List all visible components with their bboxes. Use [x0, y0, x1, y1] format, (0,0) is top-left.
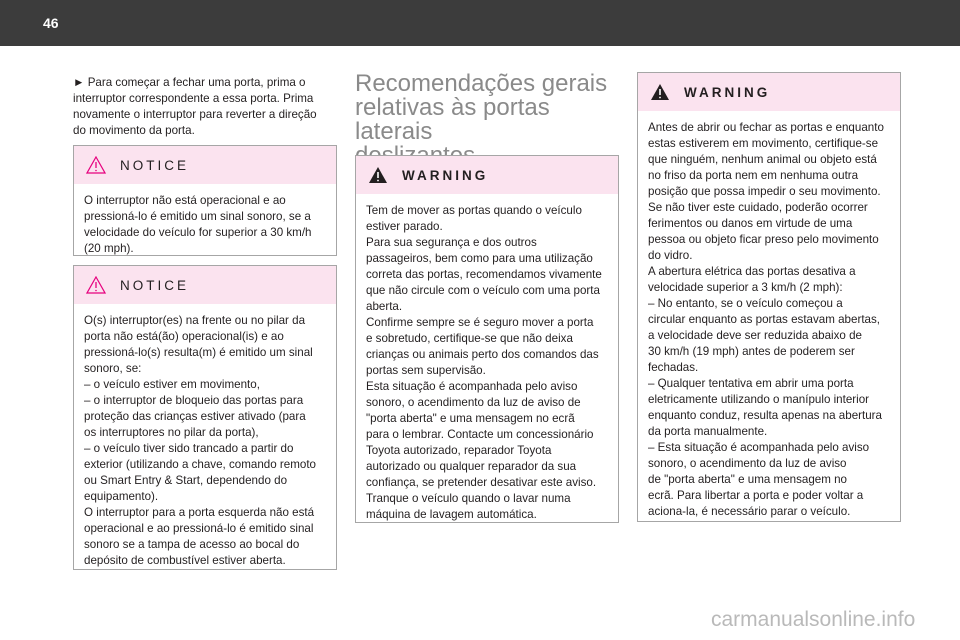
- watermark-text: carmanualsonline.info: [711, 608, 916, 631]
- page-number: 46: [43, 15, 59, 31]
- warning-triangle-filled-icon: [368, 166, 388, 184]
- warning-triangle-filled-icon: [650, 83, 670, 101]
- warning-body: Antes de abrir ou fechar as portas e enquanto estas estiverem em movimento, certifique-se que ninguém, nenhum animal ou objeto está no friso da porta nem em nenhuma outra posição que possa impedir o seu movimento. Se não tiver este cuidado, poderão ocorrer ferimentos ou danos em virtude de uma pessoa ou objeto ficar preso pelo movimento do vidro. A abertura elétrica das portas desativa a velocidade superior a 3 km/h (2 mph): – No entanto, se o veículo começou a circular enquanto as portas estavam abertas, a velocidade deve ser reduzida abaixo de 30 km/h (19 mph) antes de poderem ser fechadas. – Qualquer tentativa em abrir uma porta eletricamente utilizando o manípulo interior enquanto conduz, resulta apenas na abertura da porta manualmente. – Esta situação é acompanhada pelo aviso sonoro, o acendimento da luz de aviso de "porta aberta" e uma mensagem no ecrã. Para libertar a porta e poder voltar a aciona-la, é necessário parar o veículo.: [648, 121, 884, 518]
- warning-title: WARNING: [684, 84, 771, 100]
- notice-box-2: [73, 265, 337, 570]
- section-title: Recomendações gerais relativas às portas laterais: [355, 70, 608, 145]
- notice-title: NOTICE: [120, 157, 190, 173]
- notice-box-header: [74, 266, 336, 304]
- intro-paragraph: ► Para começar a fechar uma porta, prima o interruptor correspondente a essa porta. Prima novamente o interruptor para reverter a direção do movimento da porta.: [73, 76, 317, 137]
- notice-box-1: [73, 145, 337, 256]
- warning-box-right: [637, 72, 901, 522]
- warning-box-middle: [355, 155, 619, 523]
- page-header-bar: [0, 0, 960, 46]
- caution-triangle-outline-icon: [86, 276, 106, 294]
- warning-title: WARNING: [402, 167, 489, 183]
- warning-body: Tem de mover as portas quando o veículo estiver parado. Para sua segurança e dos outros passageiros, bem como para uma utilização correta das portas, recomendamos vivamente que não circule com o veículo com uma porta aberta. Confirme sempre se é seguro mover a porta e sobretudo, certifique-se que não deixa crianças ou animais perto dos comandos das portas sem supervisão. Esta situação é acompanhada pelo aviso sonoro, o acendimento da luz de aviso de "porta aberta" e uma mensagem no ecrã para o lembrar. Contacte um concessionário Toyota autorizado, reparador Toyota autorizado ou qualquer reparador da sua confiança, se pretender desativar este aviso. Tranque o veículo quando o lavar numa máquina de lavagem automática.: [366, 204, 602, 521]
- notice-box-header: [74, 146, 336, 184]
- caution-triangle-outline-icon: [86, 156, 106, 174]
- notice-body: O(s) interruptor(es) na frente ou no pilar da porta não está(ão) operacional(is) e ao pressioná-lo(s) resulta(m) é emitido um sinal sonoro, se: – o veículo estiver em movimento, – o interruptor de bloqueio das portas para proteção das crianças estiver ativado (para os interruptores no pilar da porta), – o veículo tiver sido trancado a partir do exterior (utilizando a chave, comando remoto ou Smart Entry & Start, dependendo do equipamento). O interruptor para a porta esquerda não está operacional e ao pressioná-lo é emitido sinal sonoro se a tampa de acesso ao bocal do depósito de combustível estiver aberta.: [84, 314, 316, 567]
- column-left: [73, 75, 339, 139]
- notice-title: NOTICE: [120, 277, 190, 293]
- warning-box-header: [356, 156, 618, 194]
- warning-box-header: [638, 73, 900, 111]
- notice-body: O interruptor não está operacional e ao pressioná-lo é emitido um sinal sonoro, se a velocidade do veículo for superior a 30 km/h (20 mph).: [84, 194, 312, 255]
